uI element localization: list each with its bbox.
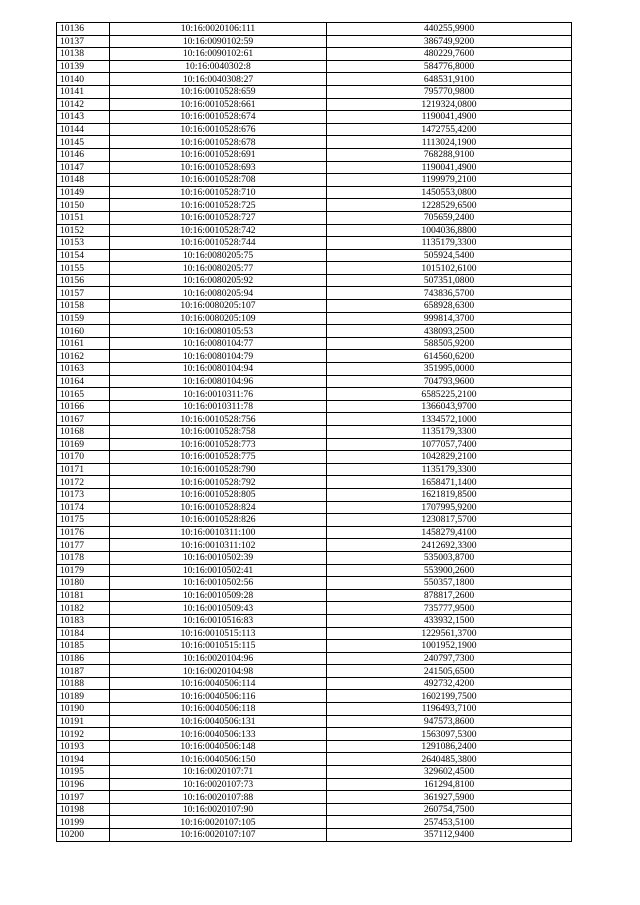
row-number-cell: 10188 — [57, 677, 110, 690]
table-row — [57, 35, 572, 48]
cadastral-value-cell: 1199979,2100 — [327, 174, 572, 187]
cadastral-value-cell: 1707995,9200 — [327, 501, 572, 514]
cadastral-number-cell: 10:16:0040302:8 — [110, 60, 327, 73]
cadastral-value-cell: 1563097,5300 — [327, 728, 572, 741]
row-number-cell: 10157 — [57, 287, 110, 300]
cadastral-number-cell: 10:16:0010528:826 — [110, 514, 327, 527]
row-number-cell: 10136 — [57, 23, 110, 36]
row-number-cell: 10177 — [57, 539, 110, 552]
row-number-cell: 10163 — [57, 363, 110, 376]
row-number-cell: 10164 — [57, 375, 110, 388]
cadastral-value-cell: 492732,4200 — [327, 677, 572, 690]
table-row — [57, 539, 572, 552]
cadastral-value-cell: 507351,0800 — [327, 274, 572, 287]
cadastral-value-cell: 535003,8700 — [327, 551, 572, 564]
table-row — [57, 589, 572, 602]
table-row — [57, 816, 572, 829]
cadastral-number-cell: 10:16:0010528:744 — [110, 237, 327, 250]
cadastral-value-cell: 705659,2400 — [327, 211, 572, 224]
cadastral-value-cell: 1229561,3700 — [327, 627, 572, 640]
cadastral-value-cell: 1196493,7100 — [327, 703, 572, 716]
table-row — [57, 602, 572, 615]
table-row — [57, 677, 572, 690]
cadastral-number-cell: 10:16:0010528:691 — [110, 148, 327, 161]
cadastral-number-cell: 10:16:0010528:773 — [110, 438, 327, 451]
row-number-cell: 10146 — [57, 148, 110, 161]
cadastral-number-cell: 10:16:0080205:77 — [110, 262, 327, 275]
cadastral-number-cell: 10:16:0080205:92 — [110, 274, 327, 287]
cadastral-value-cell: 1004036,8800 — [327, 224, 572, 237]
row-number-cell: 10140 — [57, 73, 110, 86]
cadastral-value-cell: 433932,1500 — [327, 614, 572, 627]
table-row — [57, 476, 572, 489]
cadastral-value-cell: 240797,7300 — [327, 652, 572, 665]
cadastral-value-cell: 1450553,0800 — [327, 186, 572, 199]
row-number-cell: 10182 — [57, 602, 110, 615]
table-row — [57, 237, 572, 250]
cadastral-number-cell: 10:16:0010528:710 — [110, 186, 327, 199]
table-row — [57, 778, 572, 791]
cadastral-value-cell: 1472755,4200 — [327, 123, 572, 136]
table-row — [57, 211, 572, 224]
table-row — [57, 728, 572, 741]
cadastral-number-cell: 10:16:0010528:676 — [110, 123, 327, 136]
row-number-cell: 10154 — [57, 249, 110, 262]
cadastral-value-table — [56, 22, 572, 842]
row-number-cell: 10159 — [57, 312, 110, 325]
cadastral-value-cell: 584776,8000 — [327, 60, 572, 73]
cadastral-value-cell: 1135179,3300 — [327, 463, 572, 476]
row-number-cell: 10167 — [57, 413, 110, 426]
table-row — [57, 350, 572, 363]
table-row — [57, 224, 572, 237]
table-row — [57, 753, 572, 766]
cadastral-number-cell: 10:16:0010502:56 — [110, 577, 327, 590]
cadastral-value-cell: 438093,2500 — [327, 325, 572, 338]
table-row — [57, 488, 572, 501]
cadastral-value-cell: 1042829,2100 — [327, 451, 572, 464]
cadastral-number-cell: 10:16:0010528:708 — [110, 174, 327, 187]
table-row — [57, 703, 572, 716]
cadastral-value-cell: 351995,0000 — [327, 363, 572, 376]
row-number-cell: 10169 — [57, 438, 110, 451]
cadastral-number-cell: 10:16:0020107:105 — [110, 816, 327, 829]
cadastral-value-cell: 795770,9800 — [327, 85, 572, 98]
cadastral-number-cell: 10:16:0040506:116 — [110, 690, 327, 703]
table-row — [57, 85, 572, 98]
cadastral-number-cell: 10:16:0090102:61 — [110, 48, 327, 61]
cadastral-value-cell: 1458279,4100 — [327, 526, 572, 539]
table-row — [57, 325, 572, 338]
row-number-cell: 10191 — [57, 715, 110, 728]
cadastral-value-cell: 1291086,2400 — [327, 740, 572, 753]
table-row — [57, 123, 572, 136]
row-number-cell: 10162 — [57, 350, 110, 363]
table-row — [57, 400, 572, 413]
row-number-cell: 10180 — [57, 577, 110, 590]
cadastral-value-cell: 658928,6300 — [327, 300, 572, 313]
row-number-cell: 10187 — [57, 665, 110, 678]
row-number-cell: 10151 — [57, 211, 110, 224]
row-number-cell: 10186 — [57, 652, 110, 665]
table-row — [57, 413, 572, 426]
cadastral-number-cell: 10:16:0040506:148 — [110, 740, 327, 753]
cadastral-value-cell: 1621819,8500 — [327, 488, 572, 501]
row-number-cell: 10200 — [57, 829, 110, 842]
row-number-cell: 10172 — [57, 476, 110, 489]
row-number-cell: 10161 — [57, 337, 110, 350]
cadastral-number-cell: 10:16:0020107:73 — [110, 778, 327, 791]
cadastral-number-cell: 10:16:0080205:75 — [110, 249, 327, 262]
table-row — [57, 23, 572, 36]
row-number-cell: 10196 — [57, 778, 110, 791]
row-number-cell: 10184 — [57, 627, 110, 640]
cadastral-number-cell: 10:16:0010311:100 — [110, 526, 327, 539]
row-number-cell: 10193 — [57, 740, 110, 753]
table-row — [57, 740, 572, 753]
cadastral-number-cell: 10:16:0040308:27 — [110, 73, 327, 86]
table-row — [57, 60, 572, 73]
row-number-cell: 10199 — [57, 816, 110, 829]
cadastral-number-cell: 10:16:0010528:693 — [110, 161, 327, 174]
row-number-cell: 10158 — [57, 300, 110, 313]
table-row — [57, 438, 572, 451]
table-row — [57, 174, 572, 187]
table-row — [57, 98, 572, 111]
row-number-cell: 10175 — [57, 514, 110, 527]
cadastral-value-cell: 947573,8600 — [327, 715, 572, 728]
table-row — [57, 274, 572, 287]
table-row — [57, 791, 572, 804]
cadastral-number-cell: 10:16:0010515:115 — [110, 640, 327, 653]
table-row — [57, 463, 572, 476]
cadastral-number-cell: 10:16:0020107:90 — [110, 803, 327, 816]
row-number-cell: 10190 — [57, 703, 110, 716]
cadastral-number-cell: 10:16:0010311:78 — [110, 400, 327, 413]
cadastral-value-cell: 480229,7600 — [327, 48, 572, 61]
cadastral-value-cell: 1228529,6500 — [327, 199, 572, 212]
table-row — [57, 161, 572, 174]
cadastral-number-cell: 10:16:0080104:77 — [110, 337, 327, 350]
cadastral-number-cell: 10:16:0010528:756 — [110, 413, 327, 426]
cadastral-value-cell: 768288,9100 — [327, 148, 572, 161]
cadastral-number-cell: 10:16:0040506:150 — [110, 753, 327, 766]
cadastral-value-cell: 735777,9500 — [327, 602, 572, 615]
table-row — [57, 577, 572, 590]
row-number-cell: 10194 — [57, 753, 110, 766]
cadastral-number-cell: 10:16:0020106:111 — [110, 23, 327, 36]
cadastral-value-cell: 6585225,2100 — [327, 388, 572, 401]
row-number-cell: 10137 — [57, 35, 110, 48]
row-number-cell: 10148 — [57, 174, 110, 187]
cadastral-number-cell: 10:16:0010528:674 — [110, 111, 327, 124]
table-row — [57, 690, 572, 703]
cadastral-number-cell: 10:16:0010528:742 — [110, 224, 327, 237]
row-number-cell: 10195 — [57, 766, 110, 779]
table-row — [57, 186, 572, 199]
table-row — [57, 665, 572, 678]
row-number-cell: 10156 — [57, 274, 110, 287]
table-row — [57, 48, 572, 61]
row-number-cell: 10143 — [57, 111, 110, 124]
table-row — [57, 526, 572, 539]
table-row — [57, 287, 572, 300]
cadastral-number-cell: 10:16:0010311:102 — [110, 539, 327, 552]
cadastral-value-cell: 614560,6200 — [327, 350, 572, 363]
cadastral-value-cell: 357112,9400 — [327, 829, 572, 842]
cadastral-number-cell: 10:16:0040506:131 — [110, 715, 327, 728]
row-number-cell: 10144 — [57, 123, 110, 136]
cadastral-number-cell: 10:16:0010528:790 — [110, 463, 327, 476]
cadastral-value-cell: 161294,8100 — [327, 778, 572, 791]
table-row — [57, 136, 572, 149]
table-row — [57, 111, 572, 124]
cadastral-number-cell: 10:16:0010515:113 — [110, 627, 327, 640]
row-number-cell: 10168 — [57, 426, 110, 439]
cadastral-number-cell: 10:16:0020104:96 — [110, 652, 327, 665]
cadastral-value-cell: 1334572,1000 — [327, 413, 572, 426]
table-row — [57, 829, 572, 842]
table-row — [57, 312, 572, 325]
table-row — [57, 388, 572, 401]
cadastral-value-cell: 329602,4500 — [327, 766, 572, 779]
row-number-cell: 10150 — [57, 199, 110, 212]
table-row — [57, 73, 572, 86]
row-number-cell: 10153 — [57, 237, 110, 250]
cadastral-number-cell: 10:16:0010528:824 — [110, 501, 327, 514]
cadastral-number-cell: 10:16:0020107:71 — [110, 766, 327, 779]
row-number-cell: 10147 — [57, 161, 110, 174]
cadastral-number-cell: 10:16:0020104:98 — [110, 665, 327, 678]
row-number-cell: 10141 — [57, 85, 110, 98]
row-number-cell: 10139 — [57, 60, 110, 73]
cadastral-value-cell: 1135179,3300 — [327, 426, 572, 439]
row-number-cell: 10174 — [57, 501, 110, 514]
cadastral-value-cell: 1658471,1400 — [327, 476, 572, 489]
row-number-cell: 10171 — [57, 463, 110, 476]
cadastral-number-cell: 10:16:0020107:107 — [110, 829, 327, 842]
table-row — [57, 564, 572, 577]
row-number-cell: 10197 — [57, 791, 110, 804]
row-number-cell: 10181 — [57, 589, 110, 602]
row-number-cell: 10166 — [57, 400, 110, 413]
table-row — [57, 451, 572, 464]
row-number-cell: 10176 — [57, 526, 110, 539]
row-number-cell: 10152 — [57, 224, 110, 237]
row-number-cell: 10183 — [57, 614, 110, 627]
cadastral-number-cell: 10:16:0010502:41 — [110, 564, 327, 577]
cadastral-number-cell: 10:16:0080104:96 — [110, 375, 327, 388]
cadastral-value-cell: 878817,2600 — [327, 589, 572, 602]
cadastral-number-cell: 10:16:0080205:109 — [110, 312, 327, 325]
table-row — [57, 766, 572, 779]
row-number-cell: 10198 — [57, 803, 110, 816]
table-row — [57, 300, 572, 313]
cadastral-value-cell: 1190041,4900 — [327, 111, 572, 124]
cadastral-number-cell: 10:16:0080104:94 — [110, 363, 327, 376]
cadastral-value-cell: 2640485,3800 — [327, 753, 572, 766]
row-number-cell: 10138 — [57, 48, 110, 61]
cadastral-number-cell: 10:16:0010528:775 — [110, 451, 327, 464]
cadastral-number-cell: 10:16:0010528:792 — [110, 476, 327, 489]
row-number-cell: 10149 — [57, 186, 110, 199]
cadastral-value-cell: 386749,9200 — [327, 35, 572, 48]
row-number-cell: 10160 — [57, 325, 110, 338]
row-number-cell: 10170 — [57, 451, 110, 464]
cadastral-number-cell: 10:16:0080105:53 — [110, 325, 327, 338]
cadastral-number-cell: 10:16:0040506:133 — [110, 728, 327, 741]
row-number-cell: 10189 — [57, 690, 110, 703]
cadastral-number-cell: 10:16:0010528:758 — [110, 426, 327, 439]
cadastral-number-cell: 10:16:0080205:94 — [110, 287, 327, 300]
cadastral-number-cell: 10:16:0080205:107 — [110, 300, 327, 313]
cadastral-value-cell: 553900,2600 — [327, 564, 572, 577]
cadastral-number-cell: 10:16:0010528:725 — [110, 199, 327, 212]
cadastral-value-cell: 1113024,1900 — [327, 136, 572, 149]
table-row — [57, 375, 572, 388]
cadastral-value-cell: 648531,9100 — [327, 73, 572, 86]
cadastral-value-cell: 361927,5900 — [327, 791, 572, 804]
cadastral-number-cell: 10:16:0010516:83 — [110, 614, 327, 627]
cadastral-number-cell: 10:16:0010528:659 — [110, 85, 327, 98]
cadastral-number-cell: 10:16:0090102:59 — [110, 35, 327, 48]
table-row — [57, 148, 572, 161]
table-row — [57, 640, 572, 653]
row-number-cell: 10192 — [57, 728, 110, 741]
table-row — [57, 426, 572, 439]
cadastral-number-cell: 10:16:0010528:678 — [110, 136, 327, 149]
cadastral-value-cell: 260754,7500 — [327, 803, 572, 816]
row-number-cell: 10179 — [57, 564, 110, 577]
cadastral-value-cell: 1602199,7500 — [327, 690, 572, 703]
table-row — [57, 501, 572, 514]
row-number-cell: 10142 — [57, 98, 110, 111]
cadastral-number-cell: 10:16:0010528:661 — [110, 98, 327, 111]
cadastral-value-cell: 550357,1800 — [327, 577, 572, 590]
table-row — [57, 652, 572, 665]
cadastral-number-cell: 10:16:0010509:28 — [110, 589, 327, 602]
table-row — [57, 627, 572, 640]
cadastral-number-cell: 10:16:0010528:805 — [110, 488, 327, 501]
table-row — [57, 262, 572, 275]
cadastral-number-cell: 10:16:0040506:114 — [110, 677, 327, 690]
cadastral-number-cell: 10:16:0010509:43 — [110, 602, 327, 615]
table-row — [57, 249, 572, 262]
cadastral-value-cell: 241505,6500 — [327, 665, 572, 678]
cadastral-value-cell: 1135179,3300 — [327, 237, 572, 250]
cadastral-value-cell: 1366043,9700 — [327, 400, 572, 413]
cadastral-value-cell: 743836,5700 — [327, 287, 572, 300]
table-row — [57, 514, 572, 527]
cadastral-value-cell: 1001952,1900 — [327, 640, 572, 653]
cadastral-number-cell: 10:16:0020107:88 — [110, 791, 327, 804]
cadastral-value-cell: 1219324,0800 — [327, 98, 572, 111]
cadastral-value-cell: 1015102,6100 — [327, 262, 572, 275]
cadastral-number-cell: 10:16:0010528:727 — [110, 211, 327, 224]
cadastral-number-cell: 10:16:0040506:118 — [110, 703, 327, 716]
cadastral-value-cell: 588505,9200 — [327, 337, 572, 350]
cadastral-number-cell: 10:16:0010502:39 — [110, 551, 327, 564]
row-number-cell: 10165 — [57, 388, 110, 401]
row-number-cell: 10185 — [57, 640, 110, 653]
cadastral-number-cell: 10:16:0010311:76 — [110, 388, 327, 401]
table-row — [57, 551, 572, 564]
row-number-cell: 10145 — [57, 136, 110, 149]
cadastral-value-cell: 2412692,3300 — [327, 539, 572, 552]
table-body — [57, 23, 572, 842]
row-number-cell: 10173 — [57, 488, 110, 501]
cadastral-value-cell: 704793,9600 — [327, 375, 572, 388]
table-row — [57, 715, 572, 728]
cadastral-value-cell: 257453,5100 — [327, 816, 572, 829]
cadastral-value-cell: 1230817,5700 — [327, 514, 572, 527]
table-row — [57, 199, 572, 212]
table-row — [57, 363, 572, 376]
table-row — [57, 337, 572, 350]
table-row — [57, 803, 572, 816]
table-row — [57, 614, 572, 627]
row-number-cell: 10178 — [57, 551, 110, 564]
cadastral-value-cell: 440255,9900 — [327, 23, 572, 36]
cadastral-value-cell: 505924,5400 — [327, 249, 572, 262]
cadastral-number-cell: 10:16:0080104:79 — [110, 350, 327, 363]
cadastral-value-cell: 1077057,7400 — [327, 438, 572, 451]
cadastral-value-cell: 1190041,4900 — [327, 161, 572, 174]
row-number-cell: 10155 — [57, 262, 110, 275]
cadastral-value-cell: 999814,3700 — [327, 312, 572, 325]
